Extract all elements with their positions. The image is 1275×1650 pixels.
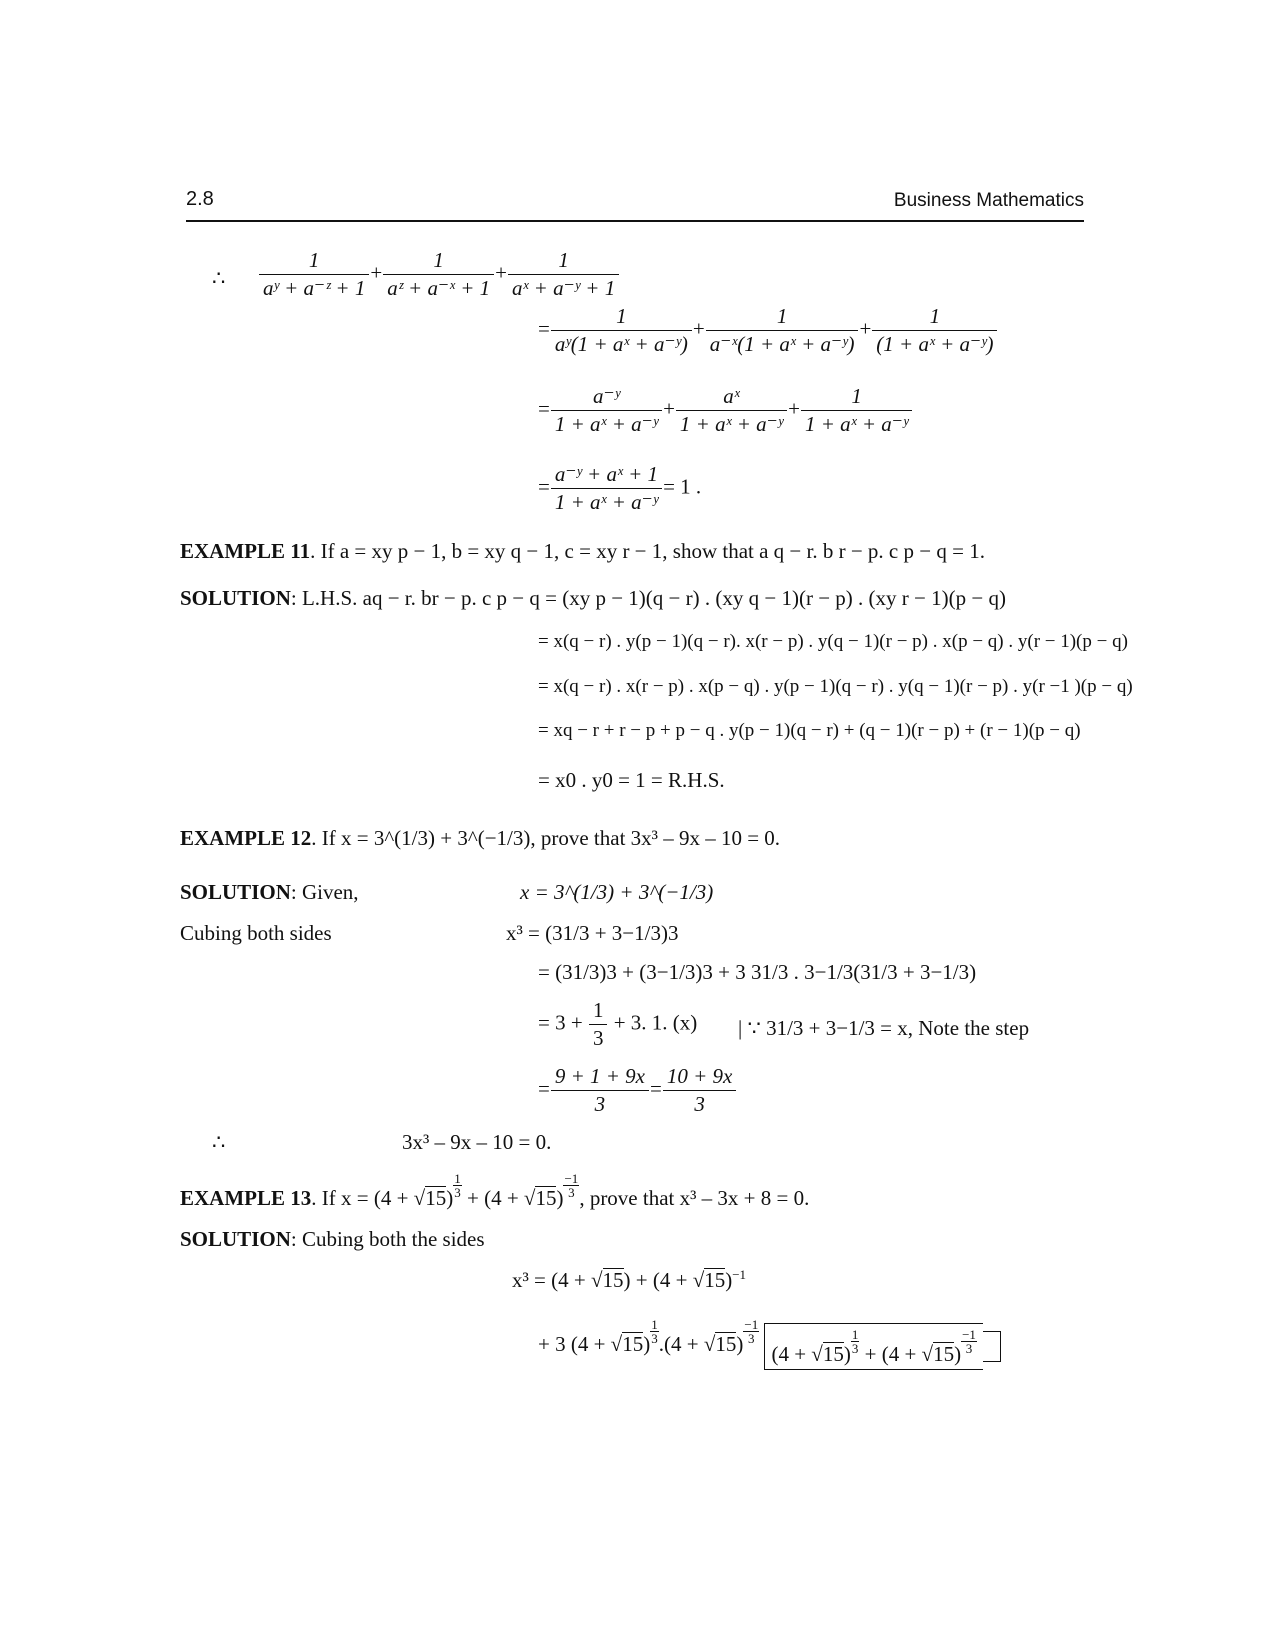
page-header: [186, 188, 1084, 222]
example-11-step-2: = x(q − r) . x(r − p) . x(p − q) . y(p − 1)(q − r) . y(q − 1)(r − p) . y(r −1 )(p − q): [538, 676, 1133, 697]
example-12-cube-2: = (31/3)3 + (3−1/3)3 + 3 31/3 . 3−1/3(31/3 + 3−1/3): [538, 960, 977, 984]
example-11-step-1: = x(q − r) . y(p − 1)(q − r). x(r − p) . y(q − 1)(r − p) . x(p − q) . y(r − 1)(p − q): [538, 631, 1128, 652]
example-12-solution: SOLUTION: Given,: [180, 880, 359, 904]
sum-line-4: = $\frac{\text{a⁻ʸ + aˣ + 1}}{\text{1 + aˣ + a⁻ʸ}}$ = 1 .: [538, 462, 702, 514]
example-13-expression: (4 + √15) $\frac{1}{3}$ + (4 + √15) $\frac{-1}{3}$: [373, 1171, 579, 1211]
therefore-symbol: ∴: [212, 266, 226, 290]
book-title: Business Mathematics: [893, 190, 1084, 211]
example-13-line-2: + 3 (4 + √15) $\frac{1}{3}$ .(4 + √15) $\frac{-1}{3}$ (4 + √15) $\frac{1}{3}$ + (4 + √15) $\frac{-1}{3}$: [538, 1318, 1001, 1370]
page-number: 2.8: [186, 188, 214, 210]
example-13-line-1: $x^3 = (4 + √15) + (4 + √15)^{-1}$: [512, 1267, 747, 1292]
example-12-statement: EXAMPLE 12. If x = 3^(1/3) + 3^(−1/3), prove that 3x³ – 9x – 10 = 0.: [180, 826, 781, 850]
example-12-note: | ∵ 31/3 + 3−1/3 = x, Note the step: [738, 1016, 1030, 1040]
example-12-cube-1: x³ = (31/3 + 3−1/3)3: [506, 921, 679, 945]
sum-line-3: = $\frac{\text{a⁻ʸ}}{\text{1 + aˣ + a⁻ʸ}}$ + $\frac{\text{aˣ}}{\text{1 + aˣ + a⁻ʸ}}$ + $\frac{1}{\text{1 + aˣ + a⁻ʸ}}$: [538, 386, 913, 435]
example-12-cube-4: = $\frac{9 + 1 + 9x}{3}$ = $\frac{10 + 9x}{3}$: [538, 1066, 737, 1115]
example-13-statement: EXAMPLE 13. If x = (4 + √15) $\frac{1}{3}$ + (4 + √15) $\frac{-1}{3}$ , prove that x³ – 3x + 8 = 0.: [180, 1171, 810, 1211]
example-12-given-eq: x = 3^(1/3) + 3^(−1/3): [520, 880, 714, 904]
example-11-statement: EXAMPLE 11. If a = xy p − 1, b = xy q − 1, c = xy r − 1, show that a q − r. b r − p. c p − q = 1.: [180, 539, 985, 563]
therefore-symbol-2: ∴: [212, 1130, 226, 1154]
example-13-solution: SOLUTION: Cubing both the sides: [180, 1227, 485, 1251]
sum-line-2: = $\frac{1}{\text{aʸ(1 + aˣ + a⁻ʸ)}}$ + $\frac{1}{\text{a⁻ˣ(1 + aˣ + a⁻ʸ)}}$ + $\frac{1}{\text{(1 + aˣ + a⁻ʸ)}}$: [538, 306, 998, 355]
example-11-solution: SOLUTION: L.H.S. aq − r. br − p. c p − q = (xy p − 1)(q − r) . (xy q − 1)(r − p) . (xy r − 1)(p − q): [180, 586, 1006, 610]
cubing-text: Cubing both sides: [180, 921, 332, 945]
example-11-step-4: = x0 . y0 = 1 = R.H.S.: [538, 768, 725, 792]
sum-line-1: $\frac{1}{\text{aʸ + a⁻ᶻ + 1}}$ + $\frac{1}{\text{aᶻ + a⁻ˣ + 1}}$ + $\frac{1}{\text{aˣ + a⁻ʸ + 1}}$: [258, 250, 620, 299]
example-12-final: 3x³ – 9x – 10 = 0.: [402, 1130, 552, 1154]
example-12-cube-3: = 3 + $\frac{1}{3}$ + 3. 1. (x): [538, 998, 698, 1050]
example-11-step-3: = xq − r + r − p + p − q . y(p − 1)(q − r) + (q − 1)(r − p) + (r − 1)(p − q): [538, 720, 1081, 741]
